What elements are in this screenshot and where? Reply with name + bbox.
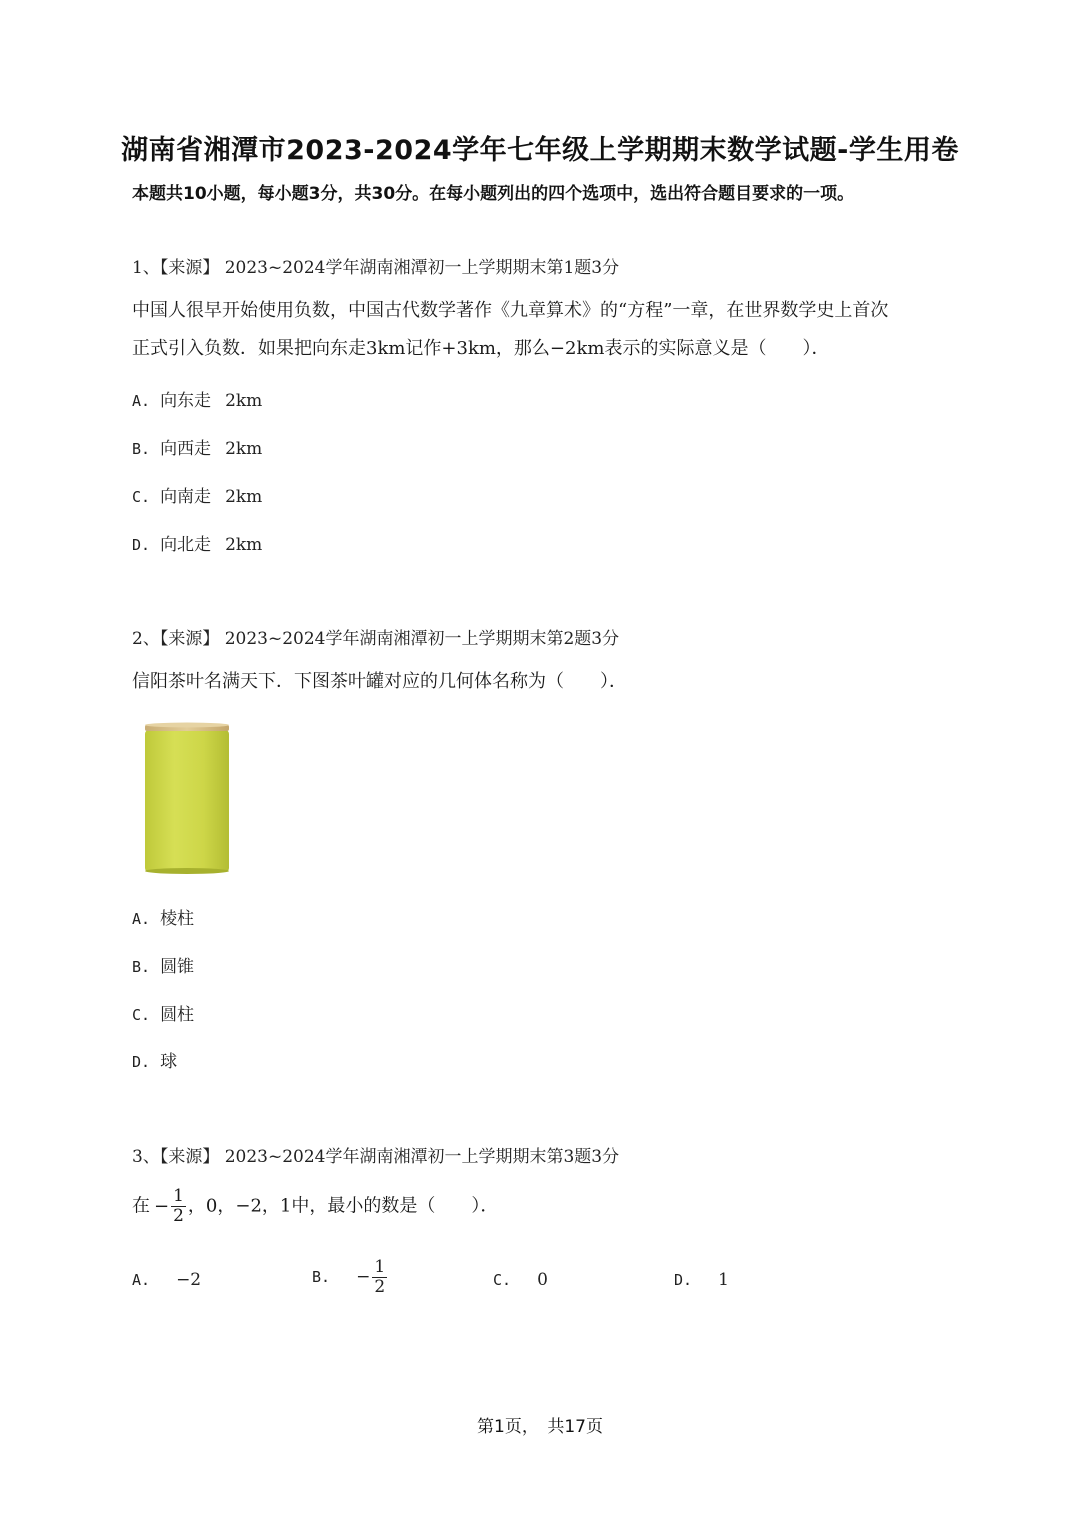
question-3-option-d[interactable]	[674, 1270, 729, 1290]
canister-body	[145, 730, 229, 872]
option-value: 2km	[225, 487, 263, 507]
option-value: 2km	[225, 535, 263, 555]
option-letter: A.	[132, 1271, 151, 1289]
option-value: 2km	[225, 439, 263, 459]
option-text: 向北走	[160, 535, 212, 555]
option-text: 0	[537, 1270, 548, 1290]
fraction-numerator: 1	[374, 1257, 386, 1277]
question-2-option-a[interactable]	[132, 904, 194, 929]
stem-minus-sign: −	[154, 1195, 170, 1217]
page-title: 湖南省湘潭市2023-2024学年七年级上学期期末数学试题-学生用卷	[121, 135, 959, 166]
tea-canister-figure	[142, 722, 232, 874]
question-1-stem-line-2: 正式引入负数．如果把向东走3km记作+3km，那么−2km表示的实际意义是（ ）．	[132, 338, 830, 359]
option-text: 球	[160, 1052, 178, 1072]
option-minus-sign: −	[356, 1267, 371, 1287]
question-3-option-b[interactable]	[312, 1258, 389, 1297]
option-text: 圆锥	[160, 957, 195, 977]
question-1-option-b[interactable]	[132, 434, 262, 459]
option-text: 向南走	[160, 487, 212, 507]
fraction-numerator: 1	[173, 1186, 184, 1206]
stem-text-pre: 在	[132, 1195, 150, 1217]
option-text: 向东走	[160, 391, 212, 411]
option-letter: B.	[312, 1268, 331, 1286]
option-value: 2km	[225, 391, 263, 411]
question-1-option-d[interactable]	[132, 530, 262, 555]
fraction-denominator: 2	[374, 1277, 386, 1297]
option-text: 圆柱	[160, 1005, 195, 1025]
canister-base	[145, 868, 229, 874]
option-text: 向西走	[160, 439, 212, 459]
question-3-header: 3、【来源】 2023~2024学年湖南湘潭初一上学期期末第3题3分	[132, 1147, 620, 1167]
option-letter: A.	[132, 910, 151, 928]
option-letter: C.	[493, 1271, 512, 1289]
option-letter: C.	[132, 1006, 151, 1024]
option-text: −2	[176, 1270, 202, 1290]
fraction-denominator: 2	[173, 1206, 184, 1226]
question-1-option-a[interactable]	[132, 386, 262, 411]
question-1-header: 1、【来源】 2023~2024学年湖南湘潭初一上学期期末第1题3分	[132, 258, 620, 278]
option-text: 棱柱	[160, 909, 195, 929]
canister-lid-top	[145, 723, 229, 728]
option-letter: B.	[132, 958, 151, 976]
question-2-stem: 信阳茶叶名满天下．下图茶叶罐对应的几何体名称为（ ）．	[132, 671, 627, 692]
question-2-option-b[interactable]	[132, 952, 194, 977]
page-footer: 第1页， 共17页	[477, 1417, 603, 1437]
option-letter: C.	[132, 488, 151, 506]
tea-canister-image	[142, 722, 232, 874]
question-3-stem	[132, 1187, 947, 1226]
option-letter: D.	[674, 1271, 693, 1289]
question-2-option-c[interactable]	[132, 1000, 194, 1025]
question-3-option-c[interactable]	[493, 1270, 548, 1290]
option-letter: D.	[132, 1053, 151, 1071]
question-2-header: 2、【来源】 2023~2024学年湖南湘潭初一上学期期末第2题3分	[132, 629, 620, 649]
stem-fraction	[171, 1187, 186, 1226]
question-2-option-d[interactable]	[132, 1047, 177, 1072]
option-letter: B.	[132, 440, 151, 458]
stem-text-post: ，0，−2，1中，最小的数是（ ）．	[187, 1195, 499, 1217]
section-instruction: 本题共10小题，每小题3分，共30分。在每小题列出的四个选项中，选出符合题目要求的一项。	[132, 184, 855, 204]
option-fraction	[372, 1258, 387, 1297]
option-text: 1	[718, 1270, 729, 1290]
question-1-stem	[132, 292, 947, 368]
question-1-option-c[interactable]	[132, 482, 262, 507]
option-letter: A.	[132, 392, 151, 410]
option-letter: D.	[132, 536, 151, 554]
question-1-stem-line-1: 中国人很早开始使用负数，中国古代数学著作《九章算术》的“方程”一章，在世界数学史上首次	[132, 300, 889, 321]
question-3-option-a[interactable]	[132, 1270, 201, 1290]
